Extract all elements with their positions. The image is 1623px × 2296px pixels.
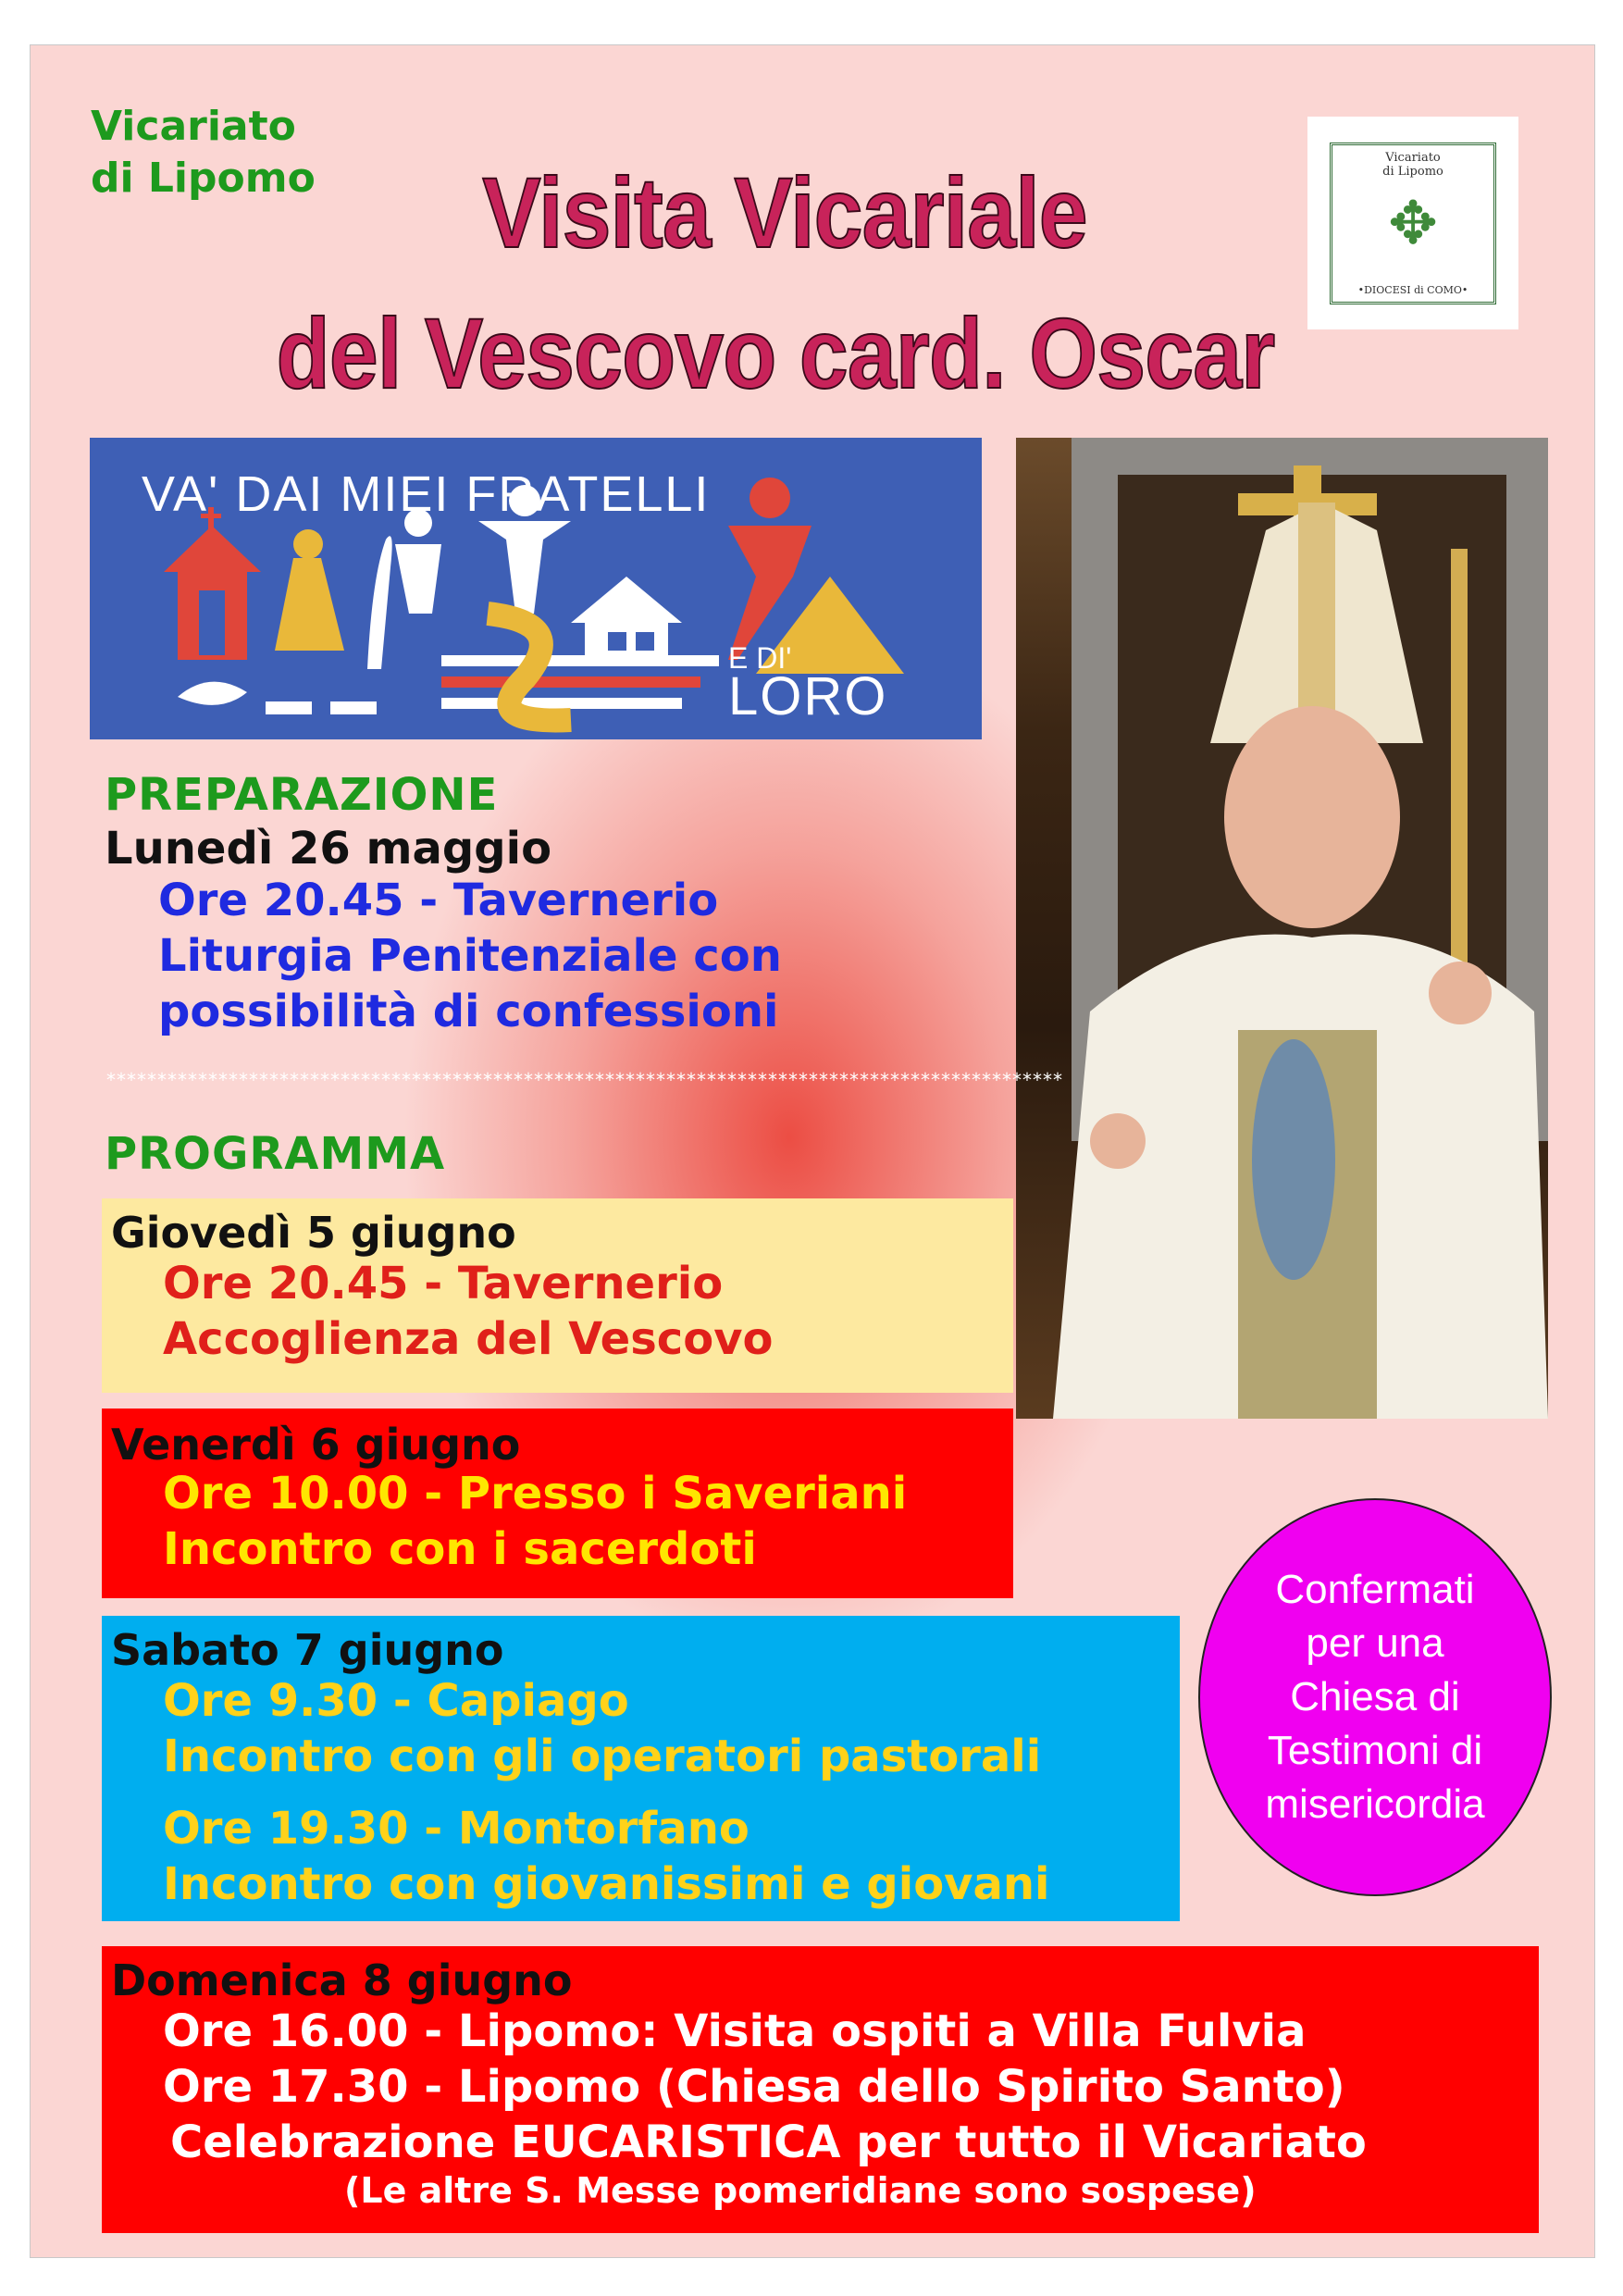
- oval-line: Chiesa di: [1290, 1674, 1460, 1719]
- logo-top-line2: di Lipomo: [1382, 165, 1443, 179]
- event-line: Ore 20.45 - Tavernerio: [163, 1258, 724, 1309]
- title-line1: Visita Vicariale: [482, 156, 1087, 268]
- preparazione-day: Lunedì 26 maggio: [105, 823, 552, 875]
- preparazione-heading: PREPARAZIONE: [105, 769, 499, 821]
- logo-top-line1: Vicariato: [1385, 151, 1441, 165]
- logo-frame: [1330, 143, 1496, 304]
- event-spacer: [163, 1784, 1049, 1801]
- event-line: Accoglienza del Vescovo: [163, 1313, 774, 1365]
- oval-line: misericordia: [1265, 1781, 1485, 1827]
- vicariato-line1: Vicariato: [91, 103, 296, 150]
- event-details: [163, 2004, 1367, 2211]
- motto-oval: [1198, 1498, 1552, 1896]
- oval-text: [1265, 1563, 1484, 1831]
- event-box-sunday: [102, 1946, 1539, 2233]
- event-line: Ore 9.30 - Capiago: [163, 1675, 629, 1727]
- preparazione-details: [158, 873, 782, 1039]
- event-line: Ore 17.30 - Lipomo (Chiesa dello Spirito Santo): [163, 2061, 1345, 2113]
- event-line: Ore 10.00 - Presso i Saveriani: [163, 1468, 908, 1520]
- event-note: (Le altre S. Messe pomeridiane sono sospese): [344, 2170, 1257, 2211]
- title-line2: del Vescovo card. Oscar: [276, 297, 1275, 409]
- banner-line1: VA' DAI MIEI FRATELLI: [142, 466, 711, 522]
- logo-bottom-text: •DIOCESI di COMO•: [1357, 284, 1468, 296]
- oval-line: Testimoni di: [1267, 1728, 1483, 1773]
- bishop-photo-illustration: [1016, 438, 1548, 1419]
- programma-heading: PROGRAMMA: [105, 1128, 446, 1180]
- preparazione-line: possibilità di confessioni: [158, 986, 779, 1037]
- logo-top-text: [1332, 151, 1493, 179]
- event-details: [163, 1673, 1049, 1912]
- vicariato-logo: [1307, 117, 1518, 329]
- event-line: Ore 16.00 - Lipomo: Visita ospiti a Villa Fulvia: [163, 2005, 1307, 2057]
- poster: [30, 44, 1595, 2258]
- bishop-photo: [1016, 438, 1548, 1419]
- event-line: Incontro con gli operatori pastorali: [163, 1731, 1042, 1782]
- separator: **********************************************************************************************: [106, 1069, 1063, 1091]
- event-day: Sabato 7 giugno: [111, 1625, 504, 1675]
- event-details: [163, 1466, 907, 1577]
- banner-line2: E DI': [728, 641, 792, 675]
- event-day: Domenica 8 giugno: [111, 1955, 573, 2005]
- event-details: [163, 1256, 773, 1367]
- event-box-friday: [102, 1409, 1013, 1598]
- event-box-thursday: [102, 1198, 1013, 1393]
- event-line: Ore 19.30 - Montorfano: [163, 1803, 750, 1855]
- oval-line: Confermati: [1275, 1567, 1475, 1612]
- banner-line3: LORO: [728, 666, 888, 726]
- event-box-saturday: [102, 1616, 1180, 1921]
- vicariato-line2: di Lipomo: [91, 155, 316, 202]
- motto-banner: [90, 438, 982, 739]
- event-line: Incontro con giovanissimi e giovani: [163, 1858, 1050, 1910]
- preparazione-line: Ore 20.45 - Tavernerio: [158, 875, 719, 926]
- event-line: Incontro con i sacerdoti: [163, 1523, 757, 1575]
- event-line: Celebrazione EUCARISTICA per tutto il Vicariato: [170, 2116, 1367, 2168]
- cross-icon: ✥: [1388, 189, 1438, 258]
- preparazione-line: Liturgia Penitenziale con: [158, 930, 782, 982]
- oval-line: per una: [1306, 1620, 1444, 1666]
- event-day: Venerdì 6 giugno: [111, 1420, 521, 1470]
- event-day: Giovedì 5 giugno: [111, 1208, 516, 1258]
